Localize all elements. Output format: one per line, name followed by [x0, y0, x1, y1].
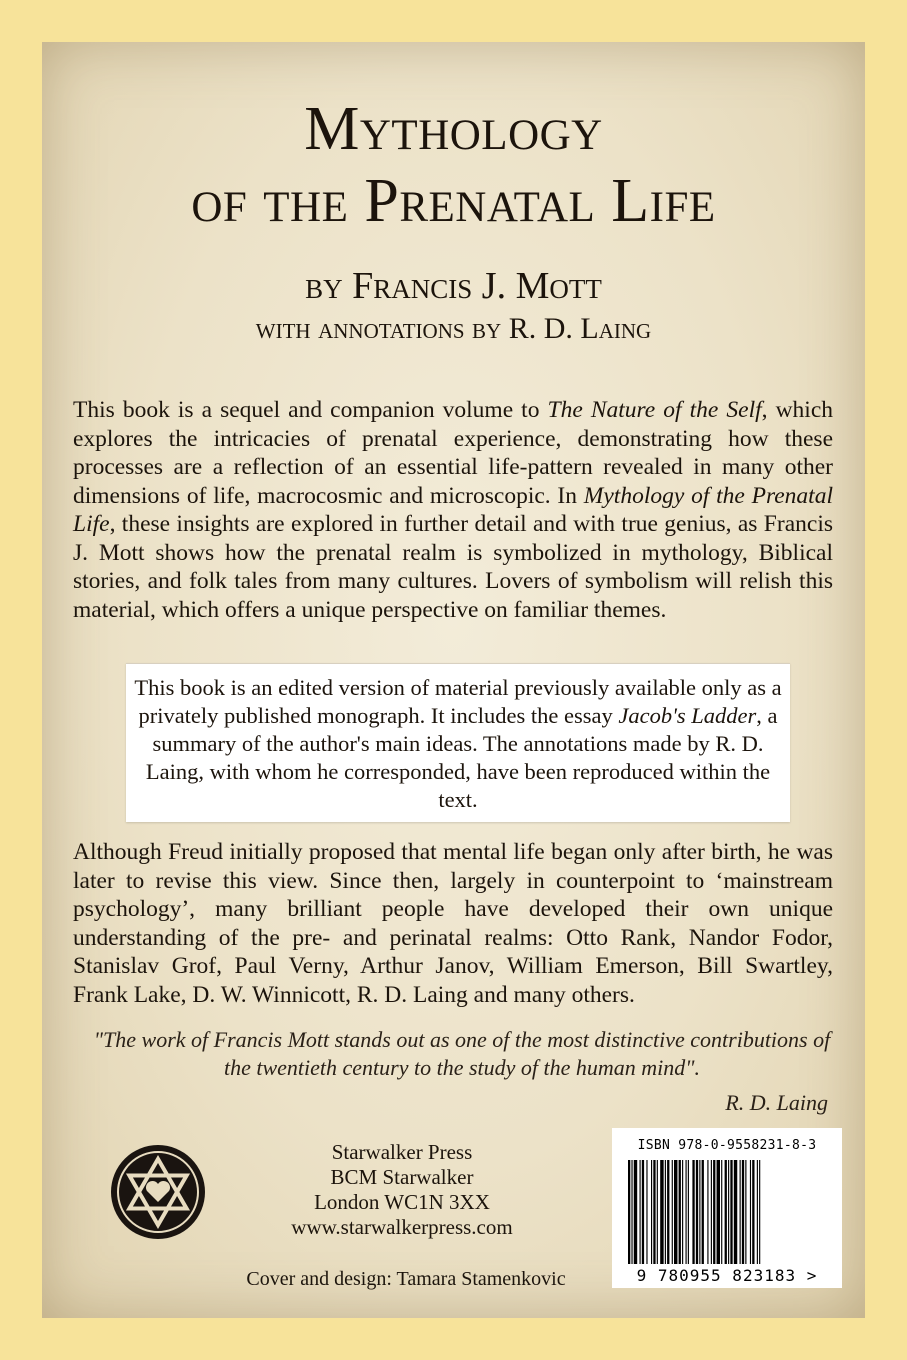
- barcode-bar: [682, 1160, 683, 1264]
- barcode-bar: [653, 1160, 655, 1264]
- title-line-1: Mythology: [304, 95, 603, 163]
- note-text-2: , a summary of the author's main ideas. The annotations made by R. D. Laing, with whom he corresponded, have been reproduced within the text.: [145, 703, 778, 812]
- title-line-2: of the Prenatal Life: [191, 167, 716, 235]
- publisher-website[interactable]: www.starwalkerpress.com: [291, 1215, 513, 1239]
- barcode-bar: [734, 1160, 737, 1264]
- barcode-bar: [688, 1160, 689, 1264]
- barcode-bar: [696, 1160, 698, 1264]
- desc-text-2: , which explores the intricacies of prenatal experience, demonstrating how these processes are a reflection of an essential life-pattern revealed in many other dimensions of life, macrocosmic and microscopic. In: [73, 397, 833, 509]
- barcode-bar: [651, 1160, 652, 1264]
- barcode-bar: [759, 1160, 760, 1264]
- barcode-digits: 9 780955 823183 >: [636, 1266, 818, 1285]
- barcode-bar: [686, 1160, 687, 1264]
- barcode-bar: [674, 1160, 677, 1264]
- publisher-info: [262, 1140, 542, 1240]
- publisher-name: Starwalker Press: [331, 1140, 473, 1164]
- barcode-bar: [642, 1160, 644, 1264]
- barcode-bar: [679, 1160, 681, 1264]
- barcode-bar: [725, 1160, 727, 1264]
- barcode-bar: [707, 1160, 708, 1264]
- barcode-bar: [721, 1160, 722, 1264]
- barcode-bar: [692, 1160, 694, 1264]
- barcode-bar: [657, 1160, 658, 1264]
- barcode-bar: [711, 1160, 712, 1264]
- back-cover: [42, 42, 865, 1318]
- desc-title-mythology: Mythology of the Prenatal Life: [73, 482, 833, 537]
- barcode-bar: [757, 1160, 758, 1264]
- author-line: by Francis J. Mott: [305, 265, 602, 307]
- edition-note-box: [126, 663, 790, 822]
- desc-title-nature-of-self: The Nature of the Self: [547, 397, 762, 423]
- desc-text-1: This book is a sequel and companion volume to: [73, 397, 548, 423]
- barcode-bar: [628, 1160, 630, 1264]
- barcode-bar: [742, 1160, 744, 1264]
- barcode-bar: [702, 1160, 704, 1264]
- isbn-barcode: [612, 1128, 842, 1288]
- barcode-bar: [699, 1160, 700, 1264]
- barcode-bar: [717, 1160, 720, 1264]
- annotations-line: with annotations by R. D. Laing: [255, 312, 652, 345]
- barcode-bars: [624, 1160, 830, 1264]
- barcode-bar: [646, 1160, 647, 1264]
- barcode-bar: [750, 1160, 751, 1264]
- barcode-bar: [745, 1160, 746, 1264]
- isbn-label: ISBN 978-0-9558231-8-3: [637, 1138, 817, 1153]
- publisher-address-2: London WC1N 3XX: [314, 1190, 490, 1214]
- barcode-bar: [752, 1160, 754, 1264]
- barcode-bar: [713, 1160, 715, 1264]
- star-of-david-heart-logo-icon: [108, 1142, 208, 1242]
- barcode-bar: [631, 1160, 632, 1264]
- quote-attribution: R. D. Laing: [725, 1090, 828, 1115]
- publisher-address-1: BCM Starwalker: [330, 1165, 474, 1189]
- barcode-bar: [640, 1160, 641, 1264]
- note-text-1: This book is an edited version of material previously available only as a privately published monograph. It includes the essay: [134, 675, 782, 728]
- barcode-bar: [730, 1160, 732, 1264]
- endorsement-quote: "The work of Francis Mott stands out as one of the most distinctive contributions of the twentieth century to the study of the human mind".: [93, 1027, 831, 1080]
- barcode-bar: [660, 1160, 663, 1264]
- description-paragraph: [73, 396, 833, 624]
- barcode-bar: [740, 1160, 741, 1264]
- design-credit: Cover and design: Tamara Stamenkovic: [246, 1268, 566, 1290]
- context-paragraph: Although Freud initially proposed that mental life began only after birth, he was later to revise this view. Since then, largely in counterpoint to ‘mainstream psychology’, many brilliant people have developed their own unique understanding of the pre- and perinatal realms: Otto Rank, Nandor Fodor, Stanislav Grof, Paul Verny, Arthur Janov, William Emerson, Bill Swartley, Frank Lake, D. W. Winnicott, R. D. Laing and many others.: [73, 839, 833, 1008]
- barcode-bar: [667, 1160, 669, 1264]
- desc-text-3: , these insights are explored in further detail and with true genius, as Francis J. Mott shows how the prenatal realm is symbolized in mythology, Biblical stories, and folk tales from many cultures. Lovers of symbolism will relish this material, which offers a unique perspective on familiar themes.: [73, 511, 833, 623]
- barcode-bar: [634, 1160, 637, 1264]
- barcode-bar: [728, 1160, 729, 1264]
- barcode-bar: [672, 1160, 673, 1264]
- barcode-bar: [665, 1160, 666, 1264]
- edition-note: [126, 674, 790, 814]
- note-title-jacobs-ladder: Jacob's Ladder: [618, 703, 757, 728]
